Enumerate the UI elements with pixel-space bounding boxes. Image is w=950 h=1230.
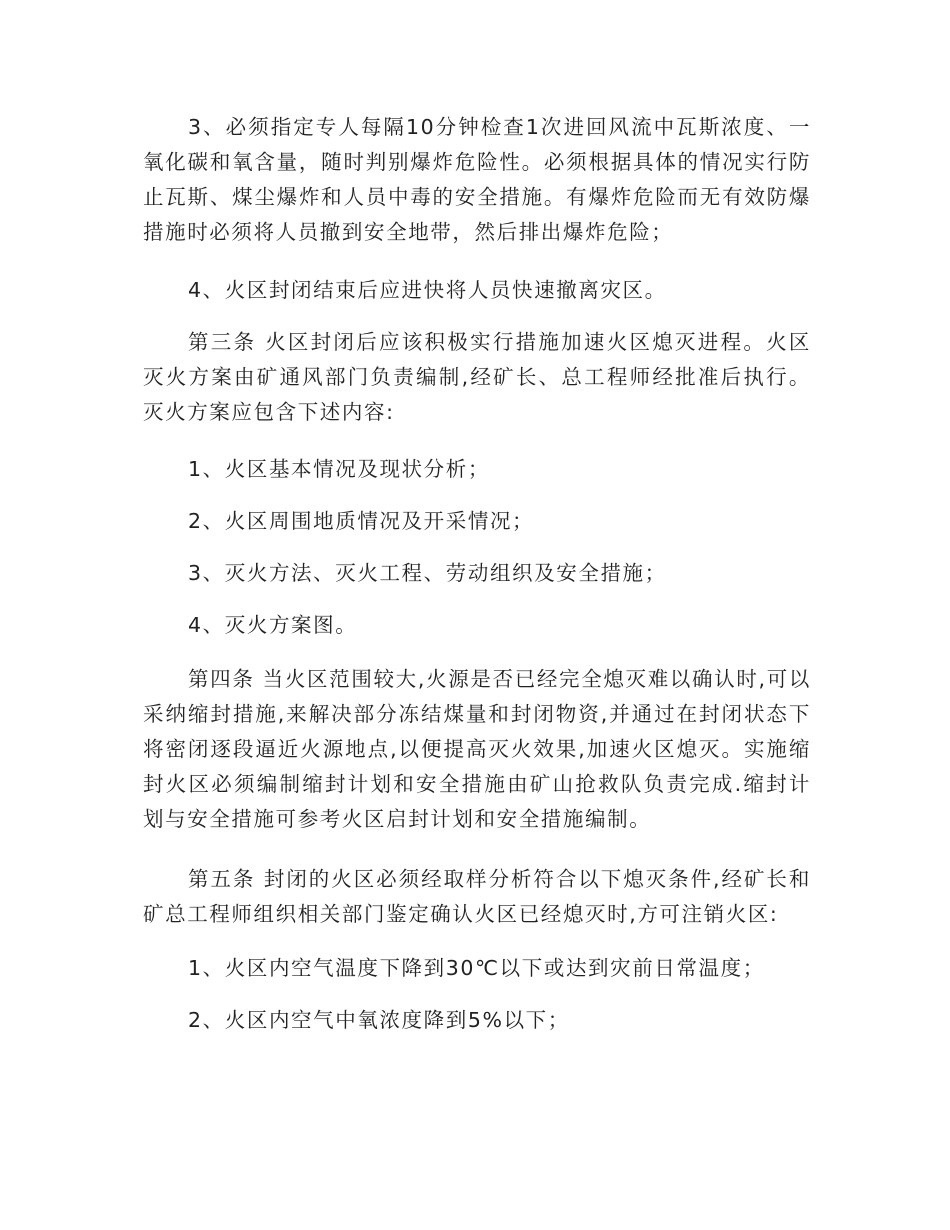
paragraph-article-5: 第五条 封闭的火区必须经取样分析符合以下熄灭条件,经矿长和矿总工程师组织相关部门鉴定确认火区已经熄灭时,方可注销火区: <box>143 867 811 926</box>
paragraph-plan-item-3: 3、灭火方法、灭火工程、劳动组织及安全措施； <box>188 561 667 585</box>
paragraph-item-3-gas-check: 3、必须指定专人每隔10分钟检查1次进回风流中瓦斯浓度、一氧化碳和氧含量，随时判别爆炸危险性。必须根据具体的情况实行防止瓦斯、煤尘爆炸和人员中毒的安全措施。有爆炸危险而无有效防爆措施时必须将人员撤到安全地带，然后排出爆炸危险； <box>143 115 811 244</box>
paragraph-plan-item-1: 1、火区基本情况及现状分析； <box>188 457 490 481</box>
paragraph-condition-item-1: 1、火区内空气温度下降到30℃以下或达到灾前日常温度； <box>188 956 765 980</box>
paragraph-plan-item-2: 2、火区周围地质情况及开采情况； <box>188 509 535 533</box>
paragraph-item-4-evacuate: 4、火区封闭结束后应进快将人员快速撤离灾区。 <box>188 278 667 302</box>
paragraph-condition-item-2: 2、火区内空气中氧浓度降到5%以下； <box>188 1008 570 1032</box>
paragraph-plan-item-4: 4、灭火方案图。 <box>188 613 358 637</box>
paragraph-article-4: 第四条 当火区范围较大,火源是否已经完全熄灭难以确认时,可以采纳缩封措施,来解决部分冻结煤量和封闭物资,并通过在封闭状态下将密闭逐段逼近火源地点,以便提高灭火效果,加速火区熄灭。实施缩封火区必须编制缩封计划和安全措施由矿山抢救队负责完成.缩封计划与安全措施可参考火区启封计划和安全措施编制。 <box>143 667 811 831</box>
paragraph-article-3: 第三条 火区封闭后应该积极实行措施加速火区熄灭进程。火区灭火方案由矿通风部门负责编制,经矿长、总工程师经批准后执行。灭火方案应包含下述内容: <box>143 330 811 424</box>
